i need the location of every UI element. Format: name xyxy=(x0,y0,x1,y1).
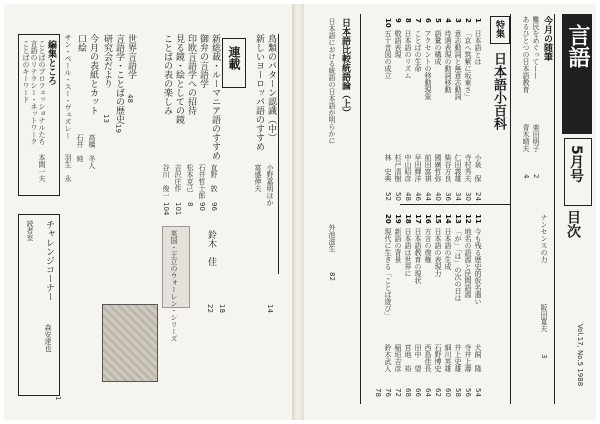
feat2-page-14: 60 xyxy=(444,388,452,397)
serial-label: 連載 xyxy=(227,46,241,70)
serial-rule xyxy=(360,14,361,404)
editor-author: 本間一夫 xyxy=(38,154,46,182)
serial-author-2: 富盛伸夫 xyxy=(254,164,262,192)
feat2-num-11: 11 xyxy=(474,214,482,224)
feat-title-3: 意志動詞と無意志動詞 xyxy=(454,30,462,100)
photo-page-2: 18 xyxy=(218,304,226,313)
top-item-1-sub: 難民をめぐって—— xyxy=(532,16,540,79)
photo-page-1: 22 xyxy=(206,304,214,313)
topic-text: サン・ペール・スー・ヴェズレー xyxy=(64,34,72,139)
lead-essay-page: 3 xyxy=(540,354,548,359)
feature-title: 日本語小百科 xyxy=(491,52,506,130)
feat-title-2: 「京へ筑紫に坂東さ」 xyxy=(464,30,472,100)
feat2-num-15: 15 xyxy=(434,214,442,224)
feat-author-5: 國廣哲弥 xyxy=(434,154,442,182)
feat2-num-12: 12 xyxy=(464,214,472,224)
feat-num-1: 1 xyxy=(474,18,482,23)
serial-author-4: 石井哲士郎 xyxy=(198,164,206,199)
serial-page-4: 90 xyxy=(198,202,206,211)
feat2-page-12: 56 xyxy=(464,388,472,397)
feat-author-2: 寺村秀夫 xyxy=(464,154,472,182)
lead-essay-title: ナンセンスの力 xyxy=(540,214,548,263)
feat2-num-16: 16 xyxy=(424,214,432,224)
feat2-title-11: 今も残る歴史的仮名遣い xyxy=(474,228,482,305)
topic-label: 口絵 xyxy=(76,34,86,52)
serial2-author-1: 松本克己 xyxy=(186,164,194,192)
feat-title-8: 日本語のリズム xyxy=(404,30,412,79)
magazine-spread xyxy=(4,4,596,420)
feat-page-9: 50 xyxy=(394,192,402,201)
feat2-num-20: 20 xyxy=(384,214,392,224)
top-item-2-page: 4 xyxy=(522,174,530,179)
feat-author-9: 杉戸清樹 xyxy=(394,154,402,182)
serial2-page-1: 8 xyxy=(186,202,194,207)
feat-page-7: 46 xyxy=(414,192,422,201)
feature-divider xyxy=(400,204,510,205)
serial-page: 82 xyxy=(328,272,336,281)
feat2-title-19: 新語の背景 xyxy=(394,228,402,263)
top-item-2-title: あるひとつの日本語教育 xyxy=(522,16,530,93)
feat-num-10: 10 xyxy=(384,18,392,28)
serial-author: 外池滋生 xyxy=(328,224,336,252)
feat-author-10: 林 史典 xyxy=(384,154,392,182)
feat2-page-19: 72 xyxy=(394,388,402,397)
feat-page-6: 44 xyxy=(424,192,432,201)
feat2-author-14: 細川英雄 xyxy=(444,344,452,372)
top-item-1-author: 楽田明子 xyxy=(532,124,540,152)
feat2-page-15: 62 xyxy=(434,388,442,397)
masthead-title: 言語 xyxy=(565,24,590,68)
this-month-name-2: 石井 純 xyxy=(76,134,84,162)
feat-title-10: 五十音図の成立 xyxy=(384,30,392,79)
editor-label: 編集ところ xyxy=(46,40,56,85)
feat-num-3: 3 xyxy=(454,18,462,23)
issue-number: 5月号 xyxy=(568,145,584,183)
editor-line-1: ことばのプロフェッショナルたち xyxy=(38,40,46,145)
serial-title-3: 新総裁・ルーマニア語のすすめ xyxy=(210,34,220,160)
serial-title-1: 鳥類のパターン認識（中） xyxy=(266,34,276,142)
serial2-page-2: 101 xyxy=(174,202,182,216)
feat2-num-17: 17 xyxy=(414,214,422,224)
footer-num-2: 1 xyxy=(54,396,62,401)
review-title-3: 研究会だより xyxy=(102,34,112,88)
feat2-page-20: 76 xyxy=(384,388,392,397)
serial2-author-3: 谷川 俊一 xyxy=(162,164,170,199)
feat2-author-17: 田中 望 xyxy=(414,344,422,372)
feat2-page-17: 66 xyxy=(414,388,422,397)
lead-essay-author: 阪田寛夫 xyxy=(540,304,548,332)
serial2-page-3: 104 xyxy=(162,202,170,216)
feat-author-7: 早田輝洋 xyxy=(414,154,422,182)
feat-num-2: 2 xyxy=(464,18,472,23)
feat-author-3: 仁田義雄 xyxy=(454,154,462,182)
serial2-title-1: 印欧言語学への招待 xyxy=(186,34,196,115)
feat2-title-17: 日本語教育の現状 xyxy=(414,228,422,284)
editor-line-3: ことばのキーワード xyxy=(22,40,30,103)
feat2-num-18: 18 xyxy=(404,214,412,224)
photo-caption: 英国・王立のウォーレン・シリーズ xyxy=(170,230,178,342)
feat-page-1: 24 xyxy=(474,192,482,201)
feat-num-4: 4 xyxy=(444,18,452,23)
feat2-num-13: 13 xyxy=(454,214,462,224)
feat-num-6: 6 xyxy=(424,18,432,23)
right-page xyxy=(304,4,596,420)
feat-page-5: 40 xyxy=(434,192,442,201)
topic-author: 羽生 永 xyxy=(64,154,72,182)
top-item-1-page: 2 xyxy=(532,174,540,179)
top-item-1-title: 今月の随筆 xyxy=(542,16,552,61)
this-month-label: 今月の表紙とカット xyxy=(88,34,98,115)
feat2-title-20: 現代に生きる「ことば遊び」 xyxy=(384,228,392,319)
serial-title-4: 御弁の言語学 xyxy=(198,34,208,88)
feat2-author-15: 石野博史 xyxy=(434,344,442,372)
feat2-page-13: 58 xyxy=(454,388,462,397)
feat2-title-13: 「が」「は」の次の日は xyxy=(454,228,462,302)
feat-page-3: 34 xyxy=(454,192,462,201)
toc-label: 目次 xyxy=(565,210,581,238)
serial-author-1: 小野嘉明ほか xyxy=(266,164,274,206)
challenge-author: 森安達也 xyxy=(44,324,52,352)
feat-author-6: 前田富祺 xyxy=(424,154,432,182)
feat2-author-20: 鈴木武人 xyxy=(384,344,392,372)
issue-box xyxy=(564,138,592,206)
serial2-author-2: 吉沢庄作 xyxy=(174,164,182,192)
serial2-title-2: 見る鏡・絵としての鏡 xyxy=(174,34,184,124)
feature-label: 特集 xyxy=(494,20,504,38)
challenge-label: チャレンジコーナー xyxy=(44,220,54,301)
top-item-2-author: 青木晴夫 xyxy=(522,124,530,152)
review-page-2: 19 xyxy=(114,124,122,133)
feat2-author-11: 犬飼 隆 xyxy=(474,344,482,372)
spread-gutter xyxy=(292,4,304,420)
serial2-title-3: ことばの表の楽しみ xyxy=(162,34,172,115)
feat-title-4: 待遇表現の動詞移動 xyxy=(444,30,452,93)
review-title-1: 世界言語学 xyxy=(126,34,136,79)
left-right-rule xyxy=(278,34,279,274)
feat2-author-18: 宮地 裕 xyxy=(404,344,412,372)
feat2-author-19: 稲垣吉彦 xyxy=(394,344,402,372)
feature-rule xyxy=(510,14,511,404)
footer-num-1: 14 xyxy=(266,304,274,313)
serial-title: 日本語比較統語論（上） xyxy=(340,18,350,117)
photo-credit: 鈴木 佳 xyxy=(206,230,216,266)
feat2-author-13: 井上史雄 xyxy=(454,344,462,372)
top-items-rule xyxy=(554,14,555,404)
review-page-1: 48 xyxy=(126,94,134,103)
feat2-page-21: 78 xyxy=(374,388,382,397)
review-title-2: 言語学・ことばの歴史 xyxy=(114,34,124,124)
feat-page-2: 30 xyxy=(464,192,472,201)
feat-num-8: 8 xyxy=(404,18,412,23)
feat-num-5: 5 xyxy=(434,18,442,23)
feat-author-4: 柴谷方良 xyxy=(444,154,452,182)
feat2-page-16: 64 xyxy=(424,388,432,397)
feat2-num-14: 14 xyxy=(444,214,452,224)
this-month-name-1: 高橋 冬人 xyxy=(88,134,96,169)
masthead xyxy=(562,14,592,134)
feat2-author-12: 寺井上壽 xyxy=(464,344,472,372)
feat2-title-15: 日本語の表現力 xyxy=(434,228,442,277)
left-page xyxy=(4,4,292,420)
feat-num-9: 9 xyxy=(394,18,402,23)
feat2-title-12: 地名の語源と民間語源 xyxy=(464,228,472,298)
feat2-title-16: 方言の復権 xyxy=(424,228,432,263)
serial-title-2: 新しいヨーロッパ語のすすめ xyxy=(254,34,264,151)
serial-sub: 日本語における統語の日本語が明らかに xyxy=(328,18,336,144)
feat2-page-18: 68 xyxy=(404,388,412,397)
feat2-num-19: 19 xyxy=(394,214,402,224)
spine-info: Vol.17, No.5 1988 xyxy=(576,324,584,387)
feat-author-1: 小泉 保 xyxy=(474,154,482,182)
feat-title-9: 敬語表現 xyxy=(394,30,402,58)
feat-page-4: 36 xyxy=(444,192,452,201)
feat-title-5: 語彙の構成 xyxy=(434,30,442,65)
feat-title-7: ことばの生命 xyxy=(414,30,422,72)
challenge-sub: 読者室 xyxy=(26,220,34,241)
feat-title-6: アクセントの移動現象 xyxy=(424,30,432,100)
cover-photo xyxy=(102,304,158,382)
feat2-title-14: 日本語の生成 xyxy=(444,228,452,270)
editor-line-2: 言語のリテラシー・ネットワーク xyxy=(30,40,38,145)
feat-page-10: 52 xyxy=(384,192,392,201)
feat2-author-16: 西島佳長 xyxy=(424,344,432,372)
feat-author-8: 中山昭彦 xyxy=(404,154,412,182)
feat2-page-11: 54 xyxy=(474,388,482,397)
feat-title-1: 日本語とは xyxy=(474,30,482,65)
feat-num-7: 7 xyxy=(414,18,422,23)
review-page-3: 13 xyxy=(102,114,110,123)
feat2-title-18: 日本語は世界に xyxy=(404,228,412,277)
feat-page-8: 48 xyxy=(404,192,412,201)
serial-page-3: 96 xyxy=(210,202,218,211)
serial-author-3: 直野 敦 xyxy=(210,164,218,192)
